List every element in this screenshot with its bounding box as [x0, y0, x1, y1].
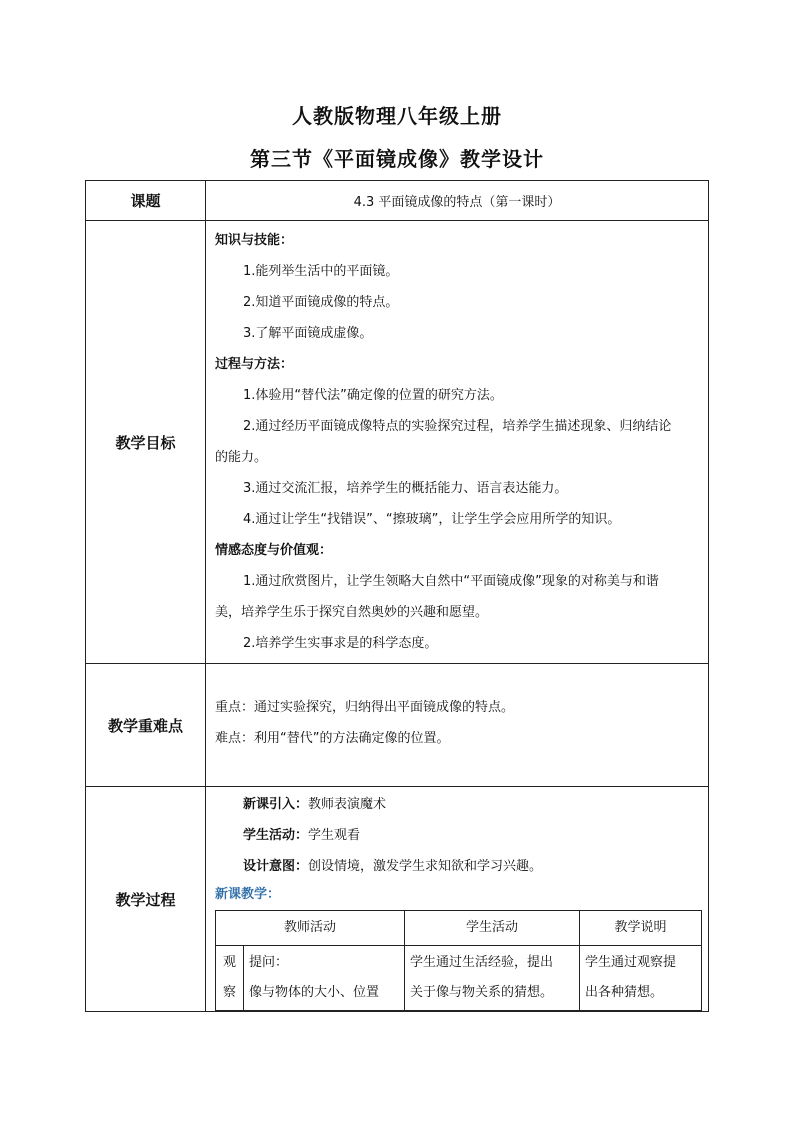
hard-point [215, 723, 702, 754]
activity-table-header [216, 911, 702, 946]
topic-row [86, 181, 709, 221]
design-intent-text: 创设情境，激发学生求知欲和学习兴趣。 [308, 859, 543, 874]
student-activity-line [215, 820, 702, 851]
goals-label: 教学目标 [86, 221, 206, 664]
student-activity-cell [405, 946, 580, 1011]
intro-line [215, 789, 702, 820]
teacher-line: 像与物体的大小、位置 [249, 985, 380, 1000]
design-intent-label: 设计意图： [243, 859, 309, 874]
note-line: 出各种猜想。 [585, 985, 664, 1000]
topic-label: 课题 [86, 181, 206, 221]
process-content [206, 787, 709, 1012]
knowledge-heading: 知识与技能： [215, 233, 294, 248]
goal-item: 1.能列举生活中的平面镜。 [243, 264, 399, 279]
goal-item: 1.体验用“替代法”确定像的位置的研究方法。 [243, 388, 503, 403]
key-point-label: 重点： [215, 700, 255, 715]
stage-cell [216, 946, 244, 1011]
header-teacher: 教师活动 [216, 911, 405, 946]
hard-point-text: 利用“替代”的方法确定像的位置。 [254, 731, 450, 746]
goal-item: 2.培养学生实事求是的科学态度。 [243, 636, 438, 651]
hard-point-label: 难点： [215, 731, 255, 746]
design-intent-line [215, 851, 702, 882]
topic-value: 4.3 平面镜成像的特点（第一课时） [206, 181, 709, 221]
difficulty-content [206, 664, 709, 787]
student-activity-label: 学生活动： [243, 828, 309, 843]
goal-item-continuation: 的能力。 [215, 450, 268, 465]
header-note: 教学说明 [580, 911, 702, 946]
key-point [215, 692, 702, 723]
goal-item: 2.通过经历平面镜成像特点的实验探究过程，培养学生描述现象、归纳结论 [243, 419, 672, 434]
goal-item: 3.了解平面镜成虚像。 [243, 326, 373, 341]
header-student: 学生活动 [405, 911, 580, 946]
goal-item-continuation: 美，培养学生乐于探究自然奥妙的兴趣和愿望。 [215, 605, 489, 620]
goals-row [86, 221, 709, 664]
note-line: 学生通过观察提 [585, 955, 677, 970]
intro-label: 新课引入： [243, 797, 309, 812]
student-line: 关于像与物关系的猜想。 [410, 985, 554, 1000]
goal-item: 1.通过欣赏图片，让学生领略大自然中“平面镜成像”现象的对称美与和谐 [243, 574, 659, 589]
note-cell [580, 946, 702, 1011]
goal-item: 3.通过交流汇报，培养学生的概括能力、语言表达能力。 [243, 481, 568, 496]
teacher-activity-cell [244, 946, 405, 1011]
stage-char: 观 [222, 955, 236, 970]
new-teaching-heading: 新课教学： [215, 887, 281, 902]
key-point-text: 通过实验探究，归纳得出平面镜成像的特点。 [254, 700, 515, 715]
goals-content [206, 221, 709, 664]
process-method-heading: 过程与方法： [215, 357, 294, 372]
difficulty-label: 教学重难点 [86, 664, 206, 787]
process-label: 教学过程 [86, 787, 206, 1012]
difficulty-row [86, 664, 709, 787]
goal-item: 4.通过让学生“找错误”、“擦玻璃”，让学生学会应用所学的知识。 [243, 512, 621, 527]
lesson-plan-table [85, 180, 709, 1012]
goal-item: 2.知道平面镜成像的特点。 [243, 295, 399, 310]
teacher-line: 提问： [249, 955, 289, 970]
attitude-heading: 情感态度与价值观： [215, 543, 333, 558]
document-title: 人教版物理八年级上册 [292, 104, 502, 128]
student-activity-text: 学生观看 [308, 828, 361, 843]
student-line: 学生通过生活经验，提出 [410, 955, 554, 970]
process-row [86, 787, 709, 1012]
lesson-title: 第三节《平面镜成像》教学设计 [250, 147, 544, 171]
stage-char: 察 [222, 985, 236, 1000]
activity-table [215, 910, 702, 1011]
intro-text: 教师表演魔术 [308, 797, 387, 812]
table-row [216, 946, 702, 1011]
